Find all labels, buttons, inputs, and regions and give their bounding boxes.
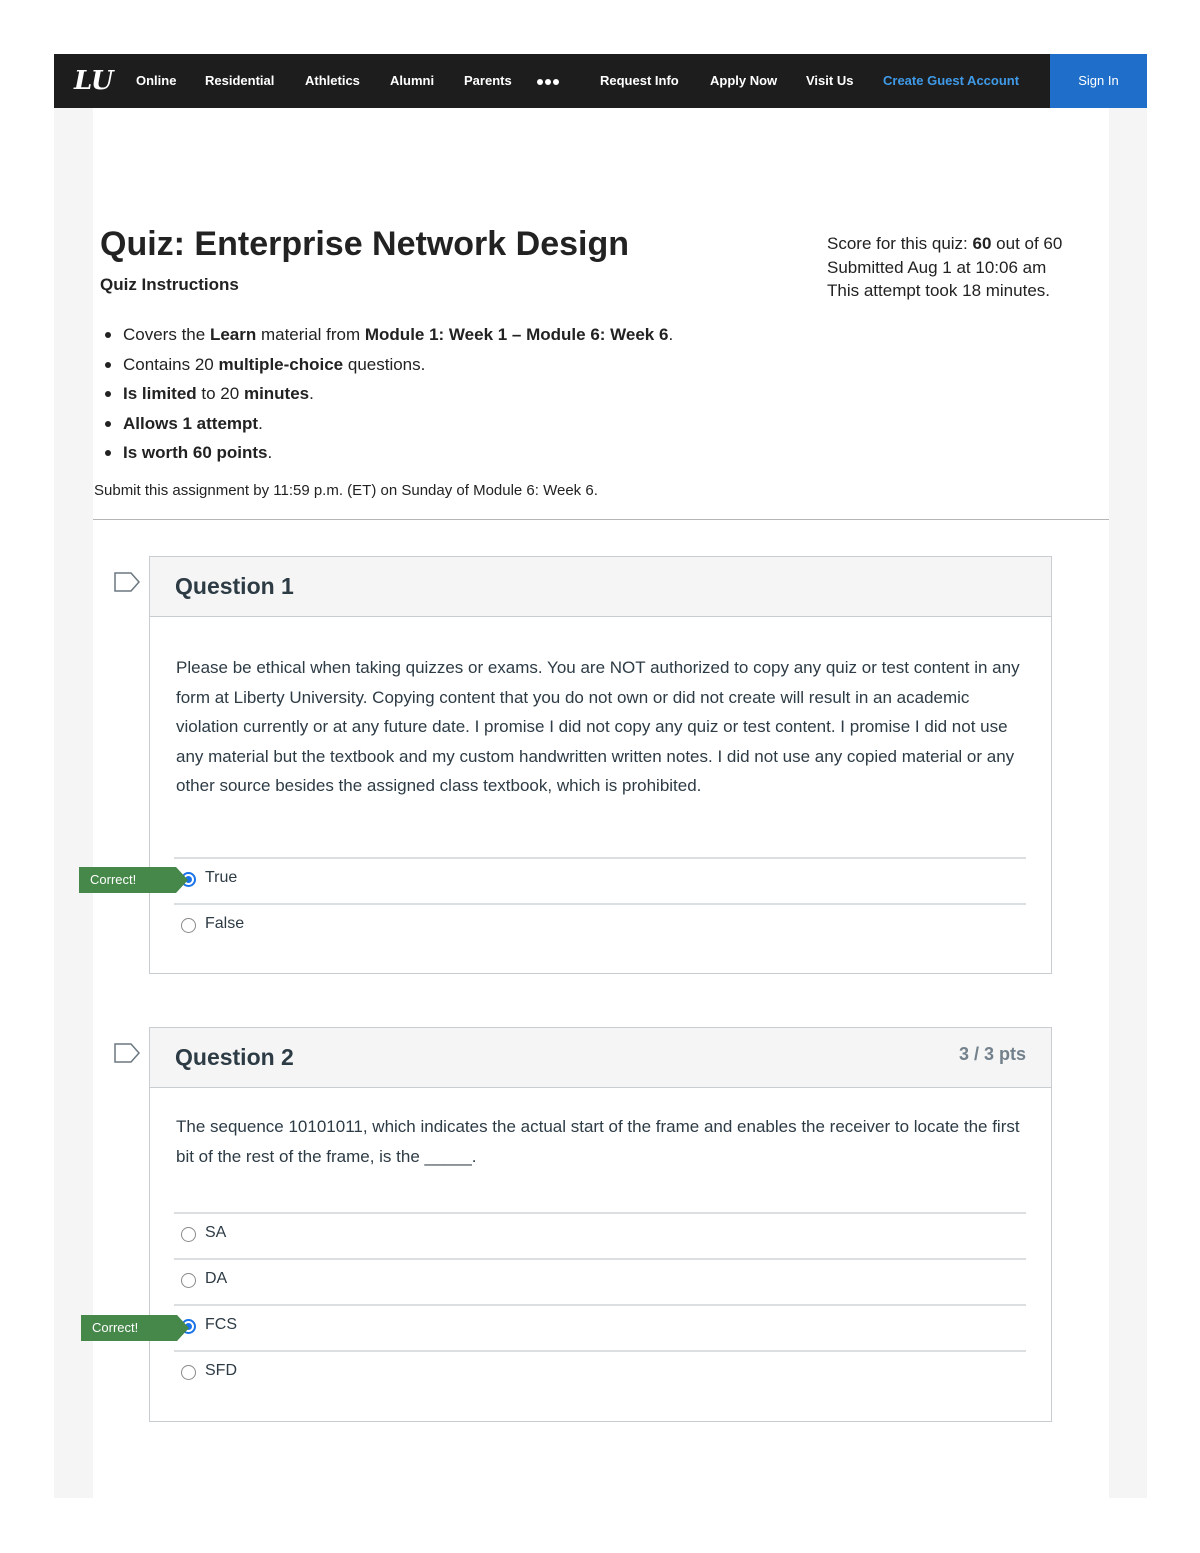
answer-label: False [205, 915, 245, 932]
answer-label: SA [205, 1224, 227, 1241]
correct-answer-tag: Correct! [81, 1315, 177, 1341]
nav-item-visit-us[interactable]: Visit Us [806, 73, 854, 88]
due-date-text: Submit this assignment by 11:59 p.m. (ET) on Sunday of Module 6: Week 6. [94, 482, 598, 499]
question-header [150, 557, 1051, 617]
quiz-content [90, 108, 1109, 1498]
question-points: 3 / 3 pts [958, 1044, 1026, 1064]
question-1-card [150, 556, 1052, 974]
answer-option[interactable] [174, 1212, 1026, 1258]
nav-item-online[interactable]: Online [136, 73, 177, 88]
instructions-heading: Quiz Instructions [100, 275, 239, 294]
instruction-item: Is worth 60 points. [105, 438, 673, 468]
score-line: Score for this quiz: 60 out of 60 [827, 234, 1063, 253]
flag-question-icon[interactable] [114, 572, 140, 592]
answer-option[interactable] [174, 1258, 1026, 1304]
divider [93, 519, 1109, 520]
answer-option[interactable] [174, 1304, 1026, 1350]
radio-unselected[interactable] [181, 1227, 196, 1242]
nav-item-residential[interactable]: Residential [205, 73, 275, 88]
question-2-card [150, 1027, 1052, 1422]
answer-option[interactable] [174, 903, 1026, 949]
question-header [150, 1028, 1051, 1088]
instruction-item: Covers the Learn material from Module 1: Week 1 – Module 6: Week 6. [105, 320, 673, 350]
instruction-item: Is limited to 20 minutes. [105, 379, 673, 409]
radio-unselected[interactable] [181, 918, 196, 933]
top-navigation-bar [54, 54, 1147, 108]
radio-unselected[interactable] [181, 1273, 196, 1288]
instructions-list [105, 320, 673, 468]
answer-label: True [205, 869, 238, 886]
quiz-title: Quiz: Enterprise Network Design [100, 225, 629, 263]
nav-item-alumni[interactable]: Alumni [390, 73, 435, 88]
submitted-line: Submitted Aug 1 at 10:06 am [827, 257, 1047, 277]
answer-label: FCS [205, 1316, 237, 1333]
sign-in-button[interactable]: Sign In [1050, 54, 1147, 108]
question-title: Question 1 [175, 573, 294, 599]
answer-option[interactable] [174, 1350, 1026, 1396]
liberty-logo[interactable]: LU [74, 66, 114, 96]
answer-label: DA [205, 1270, 228, 1287]
score-summary [827, 232, 1062, 303]
score-value: 60 [972, 234, 992, 253]
question-text: Please be ethical when taking quizzes or exams. You are NOT authorized to copy any quiz or test content in any form at Liberty University. Copying content that you do not own or did not create will result in an academic violation currently or at any future date. I promise I did not copy any quiz or test content. I promise I did not use any material but the textbook and my custom handwritten written notes. I did not use any copied material or any other source besides the assigned class textbook, which is prohibited. [176, 658, 1020, 795]
radio-unselected[interactable] [181, 1365, 196, 1380]
question-text: The sequence 10101011, which indicates the actual start of the frame and enables the receiver to locate the first bit of the rest of the frame, is the _____. [176, 1117, 1020, 1166]
nav-item-parents[interactable]: Parents [464, 73, 512, 88]
correct-answer-tag: Correct! [79, 867, 176, 893]
answer-option[interactable] [174, 857, 1026, 903]
flag-question-icon[interactable] [114, 1043, 140, 1063]
nav-item-request-info[interactable]: Request Info [600, 73, 679, 88]
create-guest-account-link[interactable]: Create Guest Account [883, 73, 1020, 88]
more-dots-icon[interactable] [537, 79, 559, 85]
attempt-duration: This attempt took 18 minutes. [827, 281, 1050, 300]
question-title: Question 2 [175, 1044, 294, 1070]
instruction-item: Contains 20 multiple-choice questions. [105, 350, 673, 380]
page-background [54, 54, 1147, 1498]
instruction-item: Allows 1 attempt. [105, 409, 673, 439]
answer-label: SFD [205, 1362, 237, 1379]
nav-item-athletics[interactable]: Athletics [305, 73, 360, 88]
nav-item-apply-now[interactable]: Apply Now [710, 73, 778, 88]
